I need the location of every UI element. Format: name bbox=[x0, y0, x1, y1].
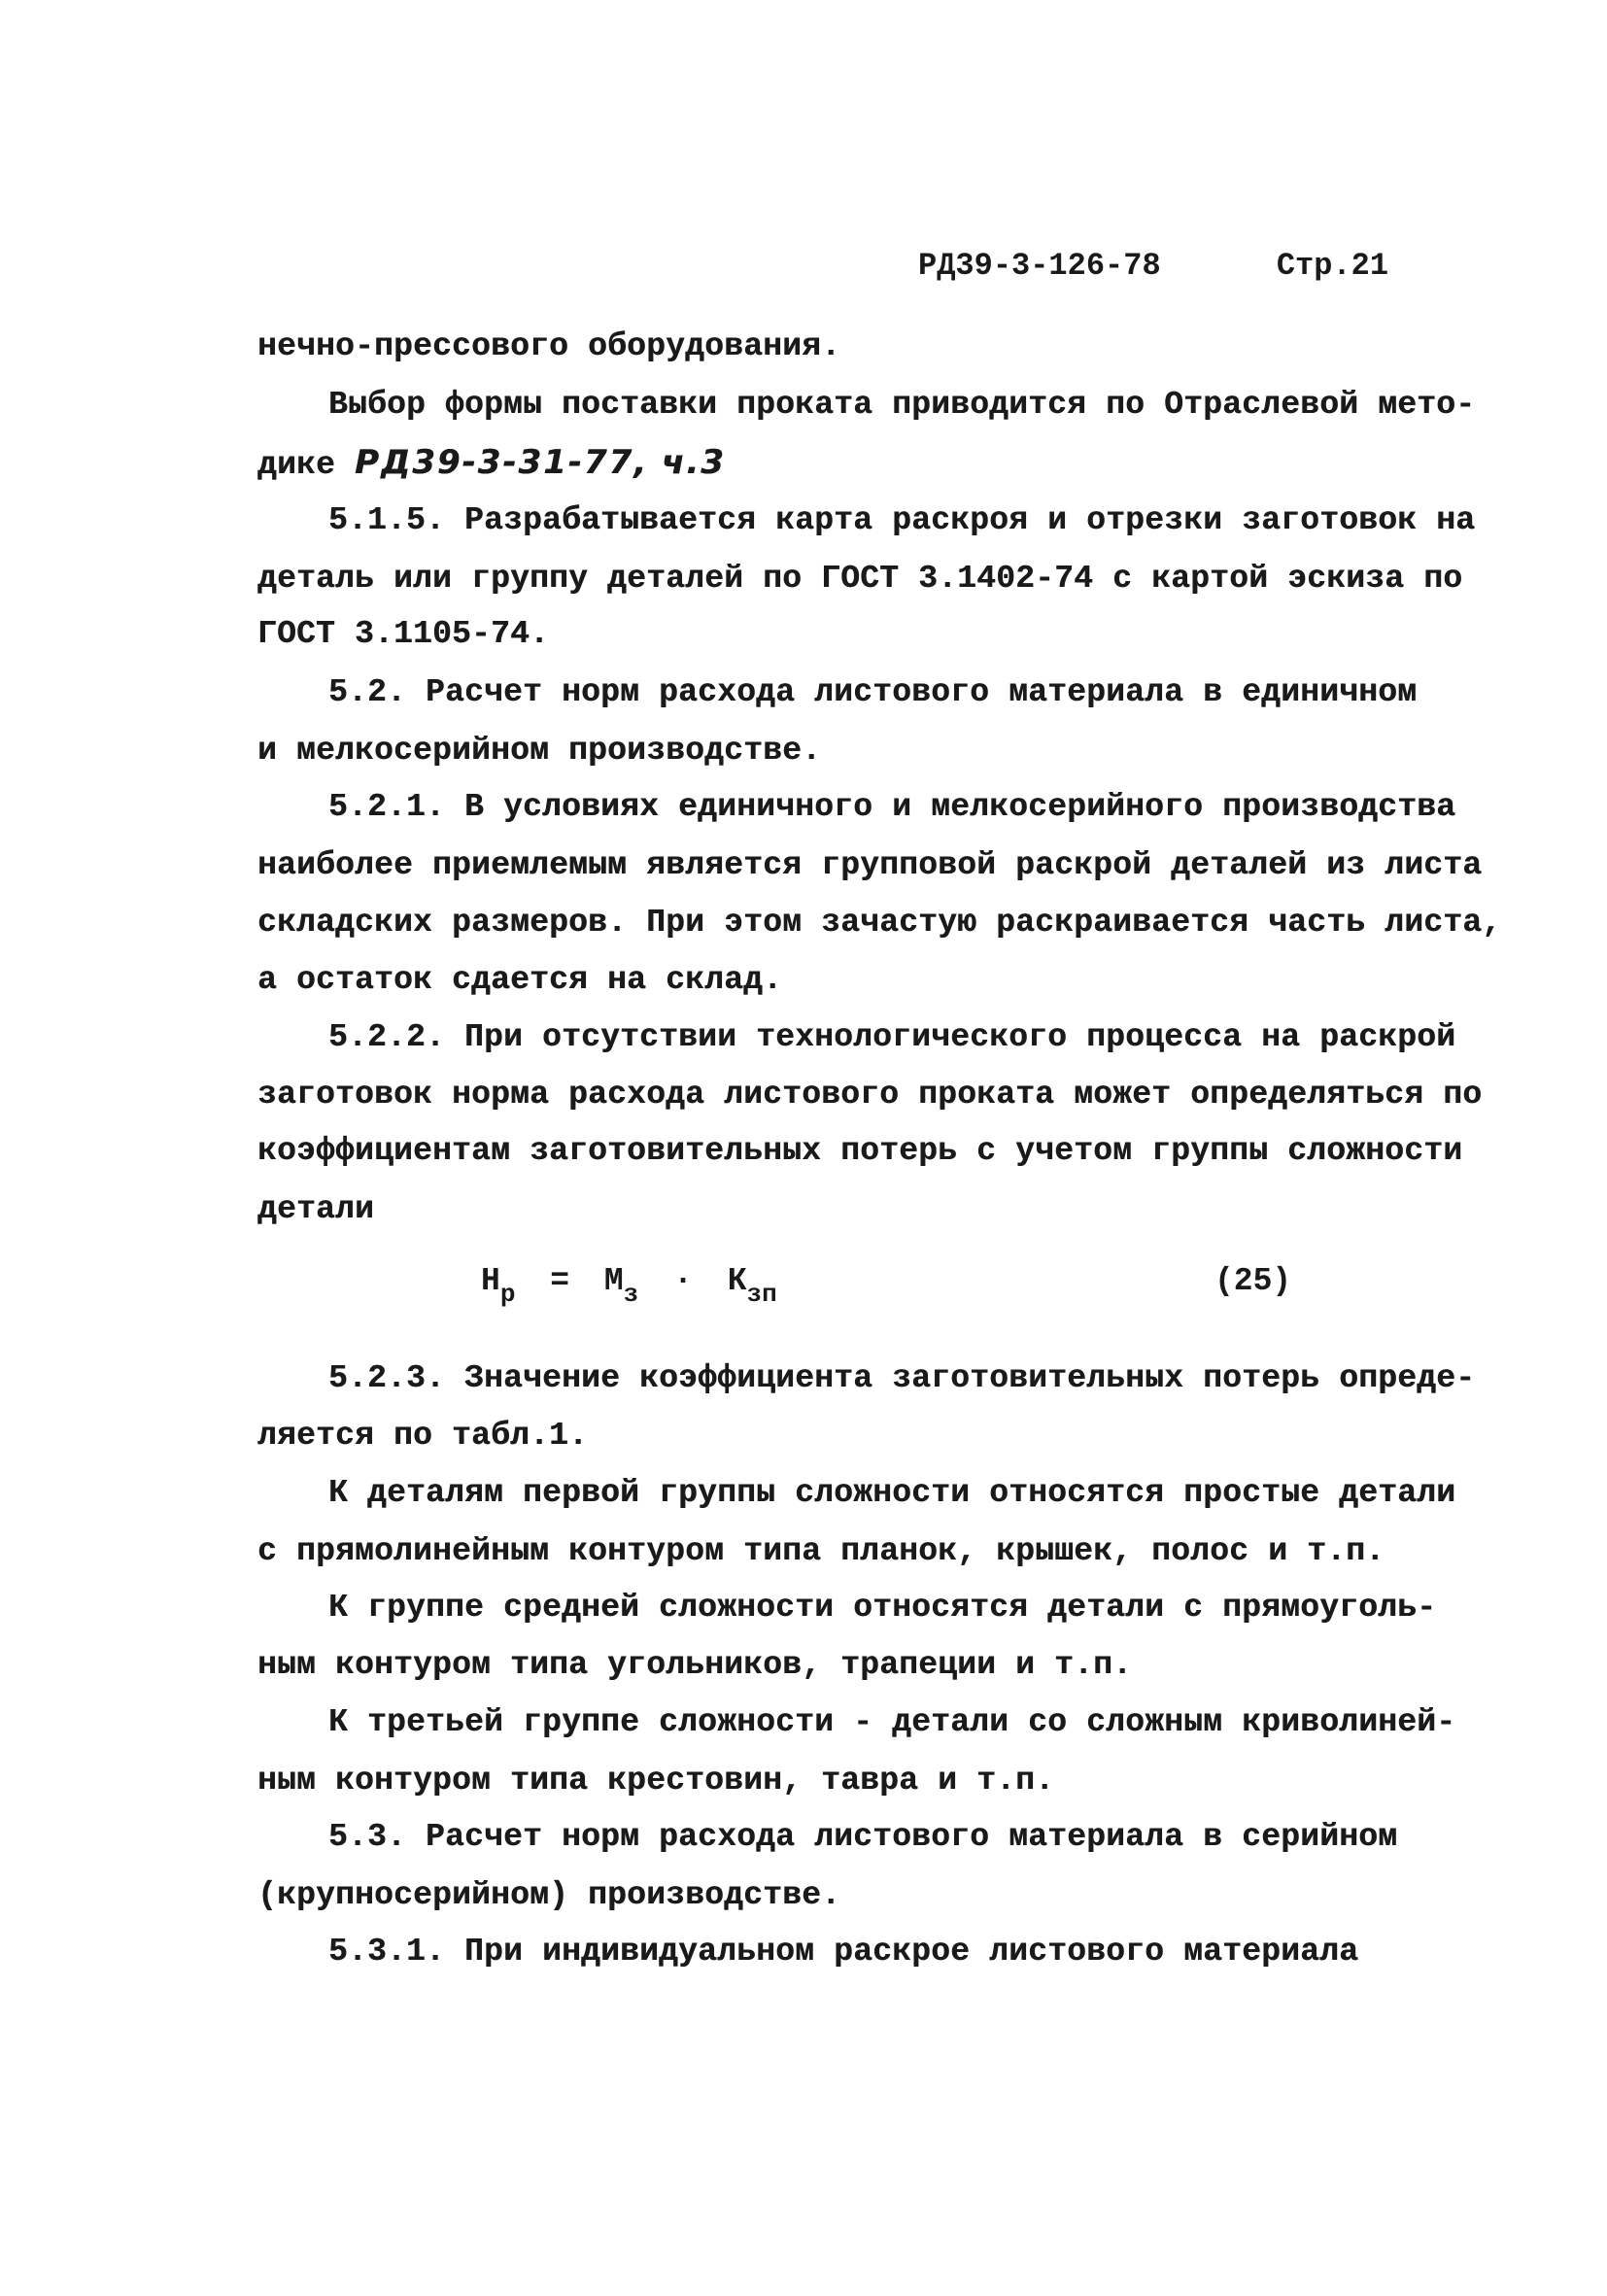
formula-subscript: з bbox=[623, 1280, 639, 1309]
text-line bbox=[257, 443, 726, 483]
formula-subscript: зп bbox=[746, 1280, 777, 1309]
text-line: с прямолинейным контуром типа планок, крышек, полос и т.п. bbox=[257, 1533, 1385, 1569]
text-line: ГОСТ 3.1105-74. bbox=[257, 616, 550, 652]
text-line: ным контуром типа угольников, трапеции и т.п. bbox=[257, 1647, 1133, 1683]
text-line: 5.2.3. Значение коэффициента заготовительных потерь опреде- bbox=[328, 1360, 1476, 1396]
formula-operator: = bbox=[550, 1263, 570, 1299]
page-number: Стр.21 bbox=[1276, 248, 1389, 284]
text-line: К деталям первой группы сложности относятся простые детали bbox=[328, 1475, 1456, 1511]
text-fragment: дике bbox=[257, 447, 336, 483]
text-line: 5.1.5. Разрабатывается карта раскроя и отрезки заготовок на bbox=[328, 502, 1476, 538]
document-code: РД39-3-126-78 bbox=[918, 248, 1161, 284]
text-line: нечно-прессового оборудования. bbox=[257, 328, 841, 364]
text-line: ным контуром типа крестовин, тавра и т.п. bbox=[257, 1763, 1055, 1799]
text-line: детали bbox=[257, 1191, 375, 1227]
text-line: 5.2.2. При отсутствии технологического процесса на раскрой bbox=[328, 1019, 1456, 1055]
text-line: К группе средней сложности относятся детали с прямоуголь- bbox=[328, 1590, 1437, 1626]
text-line: деталь или группу деталей по ГОСТ 3.1402-74 с картой эскиза по bbox=[257, 561, 1463, 597]
text-line: К третьей группе сложности - детали со сложным криволиней- bbox=[328, 1704, 1456, 1740]
formula-symbol: Н bbox=[481, 1263, 500, 1299]
section-heading: (крупносерийном) производстве. bbox=[257, 1877, 841, 1913]
text-line: 5.3.1. При индивидуальном раскрое листового материала bbox=[328, 1934, 1359, 1970]
text-line: Выбор формы поставки проката приводится по Отраслевой мето- bbox=[328, 387, 1476, 423]
text-line: наиболее приемлемым является групповой раскрой деталей из листа bbox=[257, 847, 1483, 883]
formula-symbol: К bbox=[727, 1263, 747, 1299]
equation-number: (25) bbox=[1214, 1263, 1292, 1299]
formula-operator: · bbox=[673, 1263, 693, 1299]
page-header bbox=[918, 248, 1388, 284]
section-heading: 5.2. Расчет норм расхода листового материала в единичном bbox=[328, 674, 1418, 710]
text-line: а остаток сдается на склад. bbox=[257, 962, 783, 998]
text-line: заготовок норма расхода листового проката может определяться по bbox=[257, 1077, 1483, 1113]
formula bbox=[481, 1263, 777, 1309]
text-line: ляется по табл.1. bbox=[257, 1418, 589, 1454]
formula-symbol: М bbox=[603, 1263, 624, 1299]
text-line: 5.2.1. В условиях единичного и мелкосерийного производства bbox=[328, 789, 1456, 825]
text-line: складских размеров. При этом зачастую раскраивается часть листа, bbox=[257, 905, 1502, 941]
text-line: коэффициентам заготовительных потерь с учетом группы сложности bbox=[257, 1133, 1463, 1169]
formula-subscript: р bbox=[499, 1280, 516, 1309]
section-heading: и мелкосерийном производстве. bbox=[257, 733, 822, 769]
handwritten-reference: РД39-3-31-77, ч.3 bbox=[355, 443, 726, 482]
section-heading: 5.3. Расчет норм расхода листового материала в серийном bbox=[328, 1819, 1398, 1855]
